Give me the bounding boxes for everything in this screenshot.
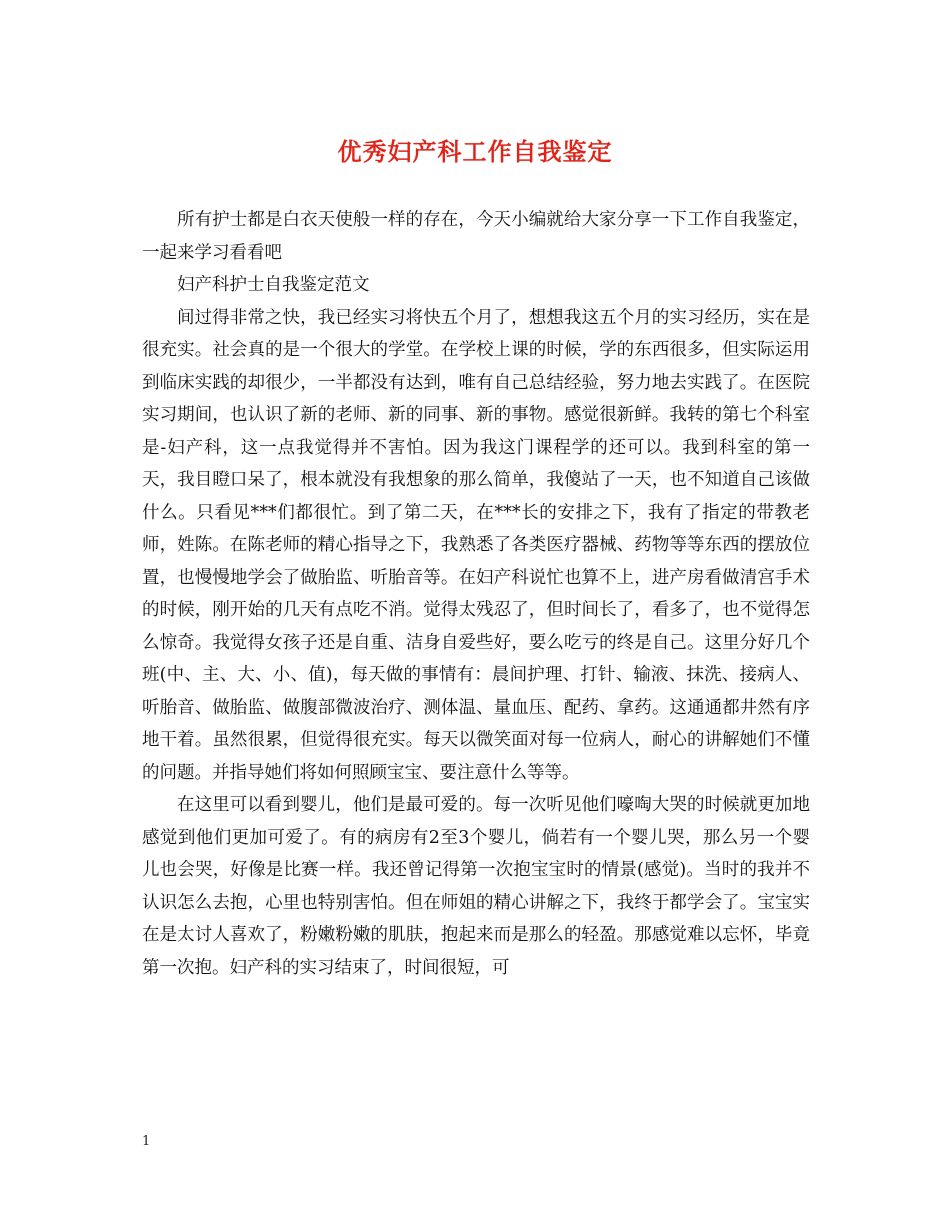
section-heading: 妇产科护士自我鉴定范文 bbox=[177, 275, 370, 295]
document-title: 优秀妇产科工作自我鉴定 bbox=[337, 137, 613, 166]
page-number: 1 bbox=[142, 1134, 151, 1149]
document-body bbox=[142, 204, 810, 984]
body-paragraph: 间过得非常之快，我已经实习将快五个月了，想想我这五个月的实习经历，实在是很充实。社会真的是一个很大的学堂。在学校上课的时候，学的东西很多，但实际运用到临床实践的却很少，一半都没有达到，唯有自己总结经验，努力地去实践了。在医院实习期间，也认识了新的老师、新的同事、新的事物。感觉很新鲜。我转的第七个科室是-妇产科，这一点我觉得并不害怕。因为我这门课程学的还可以。我到科室的第一天，我目瞪口呆了，根本就没有我想象的那么简单，我傻站了一天，也不知道自己该做什么。只看见***们都很忙。到了第二天，在***长的安排之下，我有了指定的带教老师，姓陈。在陈老师的精心指导之下，我熟悉了各类医疗器械、药物等等东西的摆放位置，也慢慢地学会了做胎监、听胎音等。在妇产科说忙也算不上，进产房看做清宫手术的时候，刚开始的几天有点吃不消。觉得太残忍了，但时间长了，看多了，也不觉得怎么惊奇。我觉得女孩子还是自重、洁身自爱些好，要么吃亏的终是自己。这里分好几个班(中、主、大、小、值)，每天做的事情有：晨间护理、打针、输液、抹洗、接病人、听胎音、做胎监、做腹部微波治疗、测体温、量血压、配药、拿药。这通通都井然有序地干着。虽然很累，但觉得很充实。每天以微笑面对每一位病人，耐心的讲解她们不懂的问题。并指导她们将如何照顾宝宝、要注意什么等等。 bbox=[142, 307, 810, 783]
body-paragraph: 在这里可以看到婴儿，他们是最可爱的。每一次听见他们嚎啕大哭的时候就更加地感觉到他们更加可爱了。有的病房有2至3个婴儿，倘若有一个婴儿哭，那么另一个婴儿也会哭，好像是比赛一样。我还曾记得第一次抱宝宝时的情景(感觉)。当时的我并不认识怎么去抱，心里也特别害怕。但在师姐的精心讲解之下，我终于都学会了。宝宝实在是太讨人喜欢了，粉嫩粉嫩的肌肤，抱起来而是那么的轻盈。那感觉难以忘怀，毕竟第一次抱。妇产科的实习结束了，时间很短，可 bbox=[142, 795, 810, 978]
intro-paragraph: 所有护士都是白衣天使般一样的存在，今天小编就给大家分享一下工作自我鉴定，一起来学习看看吧 bbox=[142, 210, 810, 263]
